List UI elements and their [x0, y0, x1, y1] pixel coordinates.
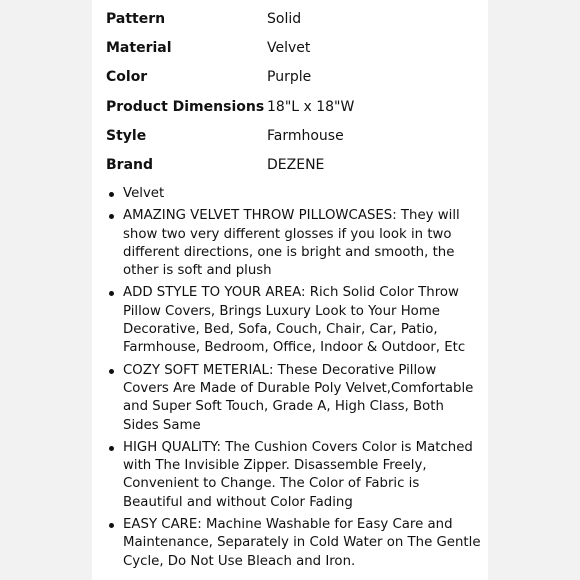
- list-item: [109, 284, 481, 357]
- bullet-text: COZY SOFT METERIAL: These Decorative Pillow Covers Are Made of Durable Poly Velvet,Comfortable and Super Soft Touch, Grade A, High Class, Both Sides Same: [123, 362, 474, 433]
- bullet-text: HIGH QUALITY: The Cushion Covers Color is Matched with The Invisible Zipper. Disassemble Freely, Convenient to Change. The Color of Fabric is Beautiful and without Color Fading: [123, 439, 473, 510]
- spec-key: Style: [106, 127, 147, 144]
- spec-row-material: [106, 33, 486, 62]
- bullet-dot-icon: [109, 523, 114, 528]
- bullet-dot-icon: [109, 192, 114, 197]
- product-details-card: [92, 0, 488, 580]
- bullet-text: ADD STYLE TO YOUR AREA: Rich Solid Color Throw Pillow Covers, Brings Luxury Look to Your Home Decorative, Bed, Sofa, Couch, Chair, Car, Patio, Farmhouse, Bedroom, Office, Indoor & Outdoor, Etc: [123, 285, 466, 356]
- spec-value: Purple: [267, 69, 312, 86]
- spec-row-product-dimensions: [106, 92, 486, 121]
- bullet-dot-icon: [109, 214, 114, 219]
- spec-key: Color: [106, 69, 148, 86]
- specs-table: [106, 4, 486, 180]
- spec-value: Solid: [267, 10, 302, 27]
- spec-value: Velvet: [267, 39, 311, 56]
- spec-row-pattern: [106, 4, 486, 33]
- bullet-text: Velvet: [123, 186, 165, 201]
- spec-value: 18"L x 18"W: [267, 98, 355, 115]
- list-item: [109, 362, 481, 435]
- spec-row-color: [106, 63, 486, 92]
- spec-value: DEZENE: [267, 157, 325, 174]
- bullet-dot-icon: [109, 369, 114, 374]
- feature-bullet-list: [109, 185, 481, 575]
- spec-key: Material: [106, 39, 172, 56]
- bullet-dot-icon: [109, 446, 114, 451]
- list-item: [109, 516, 481, 571]
- bullet-text: EASY CARE: Machine Washable for Easy Care and Maintenance, Separately in Cold Water on The Gentle Cycle, Do Not Use Bleach and Iron.: [123, 517, 481, 569]
- spec-key: Product Dimensions: [106, 98, 265, 115]
- bullet-text: AMAZING VELVET THROW PILLOWCASES: They will show two very different glosses if you look in two different directions, one is bright and smooth, the other is soft and plush: [123, 208, 460, 279]
- list-item: [109, 185, 481, 203]
- list-item: [109, 439, 481, 512]
- list-item: [109, 207, 481, 280]
- spec-key: Brand: [106, 157, 154, 174]
- spec-value: Farmhouse: [267, 127, 344, 144]
- bullet-dot-icon: [109, 291, 114, 296]
- spec-key: Pattern: [106, 10, 166, 27]
- spec-row-style: [106, 121, 486, 150]
- spec-row-brand: [106, 150, 486, 179]
